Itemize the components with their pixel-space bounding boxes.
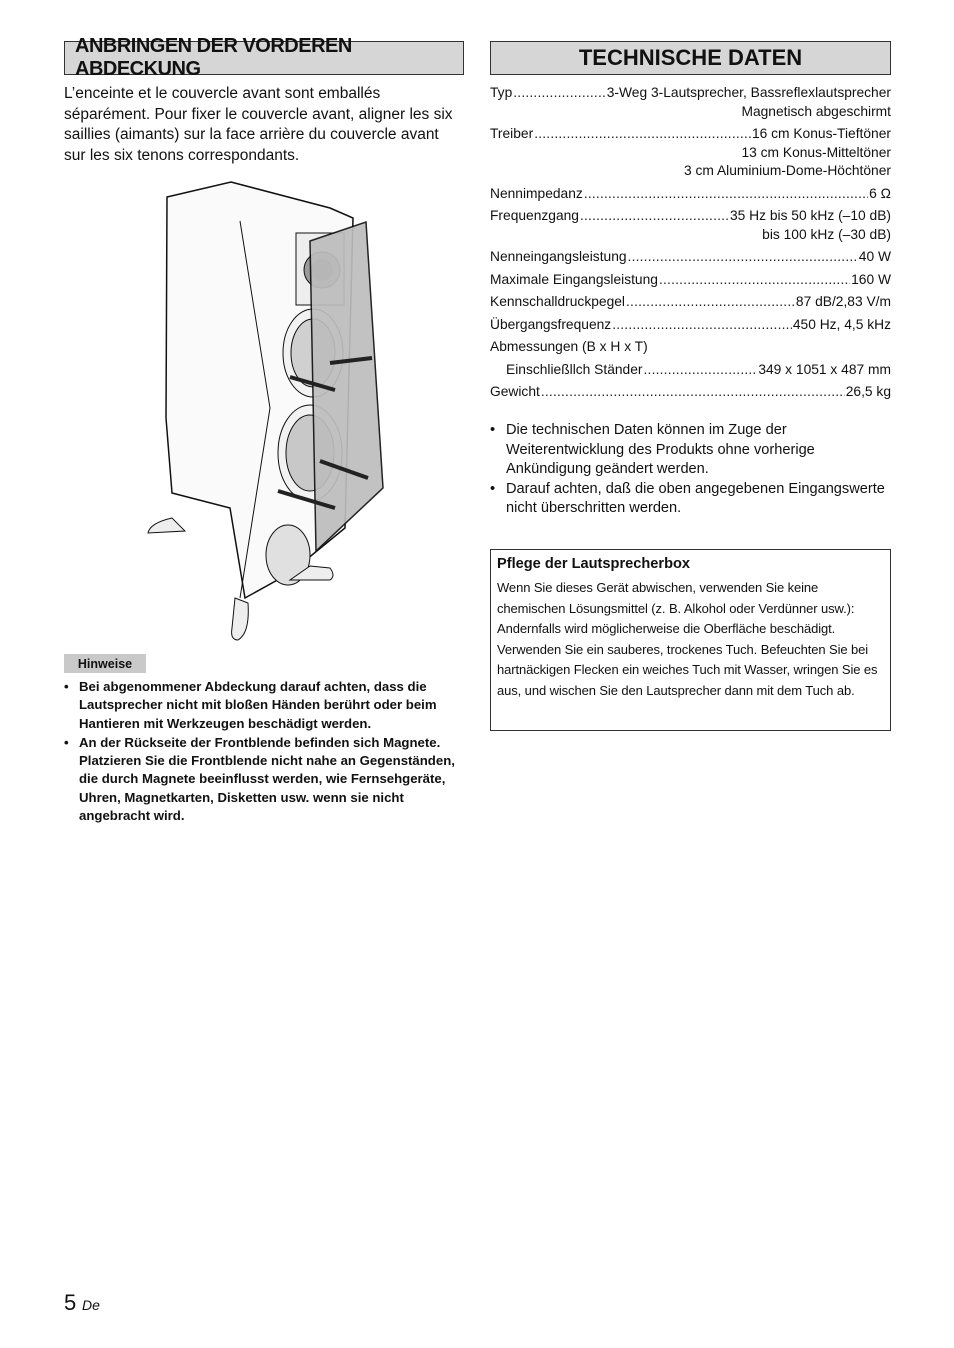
- care-title: Pflege der Lautsprecherbox: [497, 556, 691, 572]
- notes-list: [64, 678, 464, 826]
- spec-label: Einschließllch Ständer: [506, 361, 643, 377]
- spec-note-item: • Die technischen Daten können im Zuge der Weiterentwicklung des Produkts ohne vorherige Ankündigung geändert werden.: [490, 421, 891, 480]
- spec-label: Übergangsfrequenz: [490, 316, 612, 332]
- note-item: • An der Rückseite der Frontblende befinden sich Magnete. Platzieren Sie die Frontblende nicht nahe an Gegenständen, die durch Magnete beeinflusst werden, wie Fernsehgeräte, Uhren, Magnetkarten, Disketten usw. wenn sie nicht angebracht wird.: [64, 734, 464, 825]
- spec-row-abmessungen: Abmessungen (B x H x T): [490, 339, 648, 354]
- spec-note-item: • Darauf achten, daß die oben angegebenen Eingangswerte nicht überschritten werden.: [490, 480, 891, 519]
- cover-instructions: L’enceinte et le couvercle avant sont emballés séparément. Pour fixer le couvercle avant, aligner les six saillies (aimants) sur la face arrière du couvercle avant sur les six tenons correspondants.: [64, 85, 453, 164]
- spec-notes-list: [490, 421, 891, 519]
- spec-continuation: 3 cm Aluminium-Dome-Höchtöner: [683, 163, 891, 178]
- spec-value: 3-Weg 3-Lautsprecher, Bassreflexlautsprecher: [606, 85, 891, 100]
- care-box: [490, 549, 891, 731]
- spec-row-schalldruck: [490, 293, 891, 312]
- spec-value: 160 W: [851, 271, 891, 287]
- spec-row-maxleistung: [490, 271, 891, 290]
- spec-row-gewicht: [490, 383, 891, 402]
- care-text: Wenn Sie dieses Gerät abwischen, verwenden Sie keine chemischen Lösungsmittel (z. B. Alkohol oder Verdünner usw.): Andernfalls wird möglicherweise die Oberfläche beschädigt. Verwenden Sie ein sauberes, trockenes Tuch. Befeuchten Sie bei hartnäckigen Flecken ein weiches Tuch mit Wasser, wringen Sie es aus, und wischen Sie den Lautsprecher dann mit dem Tuch ab.: [497, 580, 878, 698]
- spec-continuation: bis 100 kHz (–30 dB): [762, 226, 891, 242]
- spec-row-impedanz: [490, 185, 891, 204]
- spec-label: Frequenzgang: [490, 208, 579, 223]
- spec-row-treiber: [490, 125, 891, 144]
- spec-row-typ: [490, 84, 891, 103]
- spec-label: Gewicht: [490, 384, 540, 399]
- spec-value: 26,5 kg: [845, 384, 891, 399]
- spec-table: [490, 84, 891, 402]
- spec-row-uebergang: [490, 316, 891, 335]
- spec-value: 16 cm Konus-Tieftöner: [751, 126, 891, 141]
- speaker-cover-illustration: [140, 178, 390, 648]
- spec-value: 6 Ω: [869, 185, 891, 201]
- spec-continuation: Magnetisch abgeschirmt: [741, 103, 891, 119]
- spec-value: 450 Hz, 4,5 kHz: [792, 316, 891, 332]
- spec-row-staender: [490, 361, 891, 380]
- spec-label: Nennimpedanz: [490, 185, 583, 201]
- spec-label: Treiber: [490, 126, 534, 141]
- spec-continuation: 13 cm Konus-Mitteltöner: [741, 144, 891, 160]
- page-language: De: [82, 1297, 100, 1313]
- spec-row-nennleistung: [490, 248, 891, 267]
- spec-label: Kennschalldruckpegel: [490, 294, 625, 309]
- spec-value: 349 x 1051 x 487 mm: [758, 361, 891, 377]
- note-item: • Bei abgenommener Abdeckung darauf achten, dass die Lautsprecher nicht mit bloßen Händen berührt oder beim Hantieren mit Werkzeugen beschädigt werden.: [64, 678, 464, 733]
- spec-value: 87 dB/2,83 V/m: [795, 294, 891, 309]
- page-number: 5: [64, 1290, 77, 1315]
- notes-label: Hinweise: [64, 654, 146, 673]
- section-heading-specs: TECHNISCHE DATEN: [490, 41, 891, 75]
- spec-value: 40 W: [858, 249, 891, 264]
- spec-row-frequenz: [490, 207, 891, 226]
- spec-label: Typ: [490, 85, 513, 100]
- spec-value: 35 Hz bis 50 kHz (–10 dB): [729, 208, 891, 223]
- spec-label: Nenneingangsleistung: [490, 249, 627, 264]
- spec-label: Maximale Eingangsleistung: [490, 271, 658, 287]
- section-heading-cover: ANBRINGEN DER VORDEREN ABDECKUNG: [64, 41, 464, 75]
